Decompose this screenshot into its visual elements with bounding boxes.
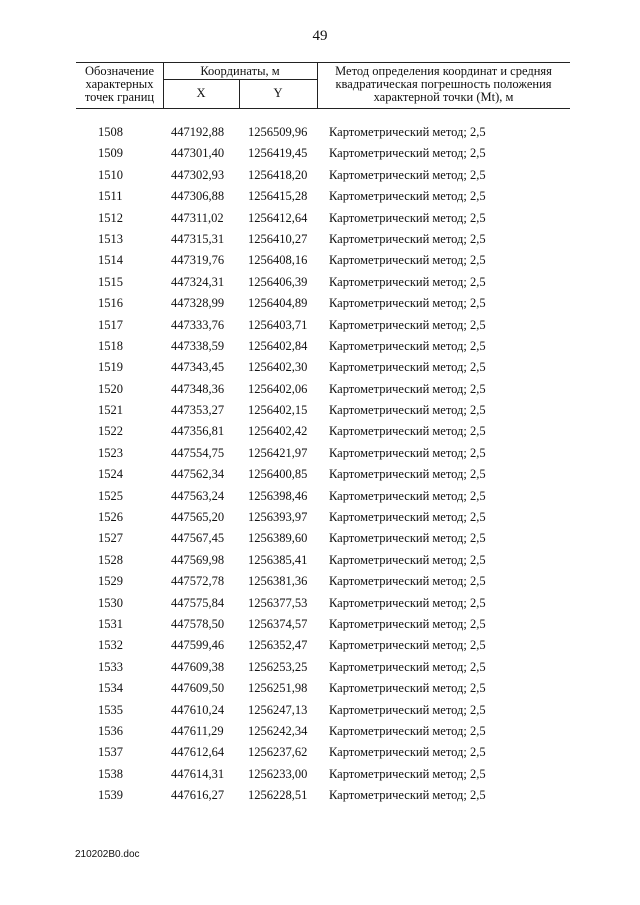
table-row (0, 250, 640, 271)
table-row (0, 635, 640, 656)
header-coords-label: Координаты, м (200, 64, 280, 78)
method-cell: Картометрический метод; 2,5 (329, 574, 486, 589)
x-coordinate-cell: 447578,50 (171, 616, 225, 631)
table-row (0, 186, 640, 207)
table-row (0, 379, 640, 400)
table-row (0, 785, 640, 806)
y-coordinate-cell: 1256233,00 (248, 766, 308, 781)
y-coordinate-cell: 1256404,89 (248, 296, 308, 311)
y-coordinate-cell: 1256421,97 (248, 445, 308, 460)
method-cell: Картометрический метод; 2,5 (329, 766, 486, 781)
table-row (0, 678, 640, 699)
x-coordinate-cell: 447616,27 (171, 788, 225, 803)
x-coordinate-cell: 447609,50 (171, 681, 225, 696)
table-row (0, 143, 640, 164)
method-cell: Картометрический метод; 2,5 (329, 638, 486, 653)
method-cell: Картометрический метод; 2,5 (329, 274, 486, 289)
method-cell: Картометрический метод; 2,5 (329, 510, 486, 525)
method-cell: Картометрический метод; 2,5 (329, 552, 486, 567)
point-id-cell: 1515 (98, 274, 123, 289)
table-row (0, 571, 640, 592)
header-point-line-2: характерных (85, 77, 154, 91)
y-coordinate-cell: 1256509,96 (248, 125, 308, 139)
point-id-cell: 1532 (98, 638, 123, 653)
table-row (0, 229, 640, 250)
x-coordinate-cell: 447609,38 (171, 659, 225, 674)
coordinates-table-body (0, 122, 640, 807)
point-id-cell: 1512 (98, 210, 123, 225)
y-coordinate-cell: 1256402,42 (248, 424, 308, 439)
method-cell: Картометрический метод; 2,5 (329, 681, 486, 696)
point-id-cell: 1520 (98, 381, 123, 396)
method-cell: Картометрический метод; 2,5 (329, 531, 486, 546)
method-cell: Картометрический метод; 2,5 (329, 659, 486, 674)
x-coordinate-cell: 447599,46 (171, 638, 225, 653)
table-row (0, 700, 640, 721)
y-coordinate-cell: 1256410,27 (248, 231, 308, 246)
y-coordinate-cell: 1256352,47 (248, 638, 308, 653)
point-id-cell: 1523 (98, 445, 123, 460)
table-row (0, 721, 640, 742)
table-row (0, 208, 640, 229)
table-row (0, 507, 640, 528)
y-coordinate-cell: 1256402,30 (248, 360, 308, 375)
method-cell: Картометрический метод; 2,5 (329, 360, 486, 375)
header-x-label: X (196, 86, 206, 100)
y-coordinate-cell: 1256242,34 (248, 723, 308, 738)
y-coordinate-cell: 1256247,13 (248, 702, 308, 717)
header-point-label (76, 65, 163, 104)
x-coordinate-cell: 447306,88 (171, 189, 225, 204)
x-coordinate-cell: 447338,59 (171, 338, 225, 353)
x-coordinate-cell: 447567,45 (171, 531, 225, 546)
point-id-cell: 1534 (98, 681, 123, 696)
header-point-line-3: точек границ (84, 90, 155, 104)
method-cell: Картометрический метод; 2,5 (329, 253, 486, 268)
method-cell: Картометрический метод; 2,5 (329, 788, 486, 803)
table-row (0, 443, 640, 464)
x-coordinate-cell: 447302,93 (171, 167, 225, 182)
table-row (0, 122, 640, 143)
point-id-cell: 1511 (98, 189, 123, 204)
point-id-cell: 1528 (98, 552, 123, 567)
y-coordinate-cell: 1256406,39 (248, 274, 308, 289)
table-row (0, 528, 640, 549)
y-coordinate-cell: 1256412,64 (248, 210, 308, 225)
y-coordinate-cell: 1256403,71 (248, 317, 308, 332)
method-cell: Картометрический метод; 2,5 (329, 381, 486, 396)
y-coordinate-cell: 1256393,97 (248, 510, 308, 525)
y-coordinate-cell: 1256418,20 (248, 167, 308, 182)
y-coordinate-cell: 1256415,28 (248, 189, 308, 204)
point-id-cell: 1522 (98, 424, 123, 439)
method-cell: Картометрический метод; 2,5 (329, 702, 486, 717)
y-coordinate-cell: 1256377,53 (248, 595, 308, 610)
table-header (76, 62, 570, 109)
table-row (0, 657, 640, 678)
table-row (0, 357, 640, 378)
table-row (0, 742, 640, 763)
method-cell: Картометрический метод; 2,5 (329, 338, 486, 353)
y-coordinate-cell: 1256419,45 (248, 146, 308, 161)
y-coordinate-cell: 1256408,16 (248, 253, 308, 268)
method-cell: Картометрический метод; 2,5 (329, 467, 486, 482)
point-id-cell: 1516 (98, 296, 123, 311)
page-number: 49 (312, 28, 328, 44)
header-top-rule (76, 62, 570, 63)
table-row (0, 486, 640, 507)
header-y-label: Y (273, 86, 283, 100)
x-coordinate-cell: 447611,29 (171, 723, 224, 738)
point-id-cell: 1513 (98, 231, 123, 246)
x-coordinate-cell: 447353,27 (171, 403, 225, 418)
point-id-cell: 1538 (98, 766, 123, 781)
x-coordinate-cell: 447348,36 (171, 381, 225, 396)
x-coordinate-cell: 447315,31 (171, 231, 225, 246)
header-method-line-2: квадратическая погрешность положения (335, 77, 552, 91)
y-coordinate-cell: 1256402,15 (248, 403, 308, 418)
table-row (0, 421, 640, 442)
point-id-cell: 1525 (98, 488, 123, 503)
point-id-cell: 1508 (98, 125, 123, 139)
method-cell: Картометрический метод; 2,5 (329, 445, 486, 460)
point-id-cell: 1510 (98, 167, 123, 182)
x-coordinate-cell: 447572,78 (171, 574, 225, 589)
x-coordinate-cell: 447328,99 (171, 296, 225, 311)
x-coordinate-cell: 447319,76 (171, 253, 225, 268)
point-id-cell: 1536 (98, 723, 123, 738)
table-row (0, 764, 640, 785)
point-id-cell: 1533 (98, 659, 123, 674)
method-cell: Картометрический метод; 2,5 (329, 616, 486, 631)
point-id-cell: 1529 (98, 574, 123, 589)
x-coordinate-cell: 447614,31 (171, 766, 225, 781)
x-coordinate-cell: 447324,31 (171, 274, 225, 289)
y-coordinate-cell: 1256389,60 (248, 531, 308, 546)
table-row (0, 464, 640, 485)
method-cell: Картометрический метод; 2,5 (329, 167, 486, 182)
header-bottom-rule (76, 108, 570, 109)
point-id-cell: 1521 (98, 403, 123, 418)
header-method-line-1: Метод определения координат и средняя (335, 64, 552, 78)
point-id-cell: 1535 (98, 702, 123, 717)
x-coordinate-cell: 447610,24 (171, 702, 225, 717)
point-id-cell: 1527 (98, 531, 123, 546)
x-coordinate-cell: 447333,76 (171, 317, 225, 332)
method-cell: Картометрический метод; 2,5 (329, 424, 486, 439)
coords-divider-rule (163, 79, 317, 80)
method-cell: Картометрический метод; 2,5 (329, 595, 486, 610)
x-coordinate-cell: 447569,98 (171, 552, 225, 567)
y-coordinate-cell: 1256402,84 (248, 338, 308, 353)
header-method-label (317, 65, 570, 104)
method-cell: Картометрический метод; 2,5 (329, 745, 486, 760)
point-id-cell: 1530 (98, 595, 123, 610)
point-id-cell: 1509 (98, 146, 123, 161)
x-coordinate-cell: 447563,24 (171, 488, 225, 503)
table-row (0, 165, 640, 186)
x-coordinate-cell: 447301,40 (171, 146, 225, 161)
file-name-footer: 210202B0.doc (75, 849, 140, 860)
method-cell: Картометрический метод; 2,5 (329, 231, 486, 246)
table-row (0, 593, 640, 614)
x-coordinate-cell: 447356,81 (171, 424, 225, 439)
point-id-cell: 1517 (98, 317, 123, 332)
x-coordinate-cell: 447554,75 (171, 445, 225, 460)
method-cell: Картометрический метод; 2,5 (329, 296, 486, 311)
table-row (0, 293, 640, 314)
table-row (0, 336, 640, 357)
point-id-cell: 1537 (98, 745, 123, 760)
x-coordinate-cell: 447311,02 (171, 210, 224, 225)
point-id-cell: 1519 (98, 360, 123, 375)
y-coordinate-cell: 1256374,57 (248, 616, 308, 631)
y-coordinate-cell: 1256385,41 (248, 552, 308, 567)
header-point-line-1: Обозначение (84, 64, 155, 78)
point-id-cell: 1518 (98, 338, 123, 353)
x-coordinate-cell: 447575,84 (171, 595, 225, 610)
table-row (0, 315, 640, 336)
x-coordinate-cell: 447612,64 (171, 745, 225, 760)
table-row (0, 272, 640, 293)
method-cell: Картометрический метод; 2,5 (329, 488, 486, 503)
method-cell: Картометрический метод; 2,5 (329, 403, 486, 418)
y-coordinate-cell: 1256398,46 (248, 488, 308, 503)
method-cell: Картометрический метод; 2,5 (329, 317, 486, 332)
point-id-cell: 1531 (98, 616, 123, 631)
x-coordinate-cell: 447192,88 (171, 125, 225, 139)
x-coordinate-cell: 447343,45 (171, 360, 225, 375)
table-row (0, 400, 640, 421)
y-coordinate-cell: 1256237,62 (248, 745, 308, 760)
y-coordinate-cell: 1256251,98 (248, 681, 308, 696)
y-coordinate-cell: 1256381,36 (248, 574, 308, 589)
y-coordinate-cell: 1256228,51 (248, 788, 308, 803)
method-cell: Картометрический метод; 2,5 (329, 723, 486, 738)
y-coordinate-cell: 1256253,25 (248, 659, 308, 674)
method-cell: Картометрический метод; 2,5 (329, 146, 486, 161)
point-id-cell: 1524 (98, 467, 123, 482)
x-coordinate-cell: 447565,20 (171, 510, 225, 525)
method-cell: Картометрический метод; 2,5 (329, 210, 486, 225)
point-id-cell: 1526 (98, 510, 123, 525)
point-id-cell: 1514 (98, 253, 123, 268)
x-coordinate-cell: 447562,34 (171, 467, 225, 482)
y-coordinate-cell: 1256402,06 (248, 381, 308, 396)
method-cell: Картометрический метод; 2,5 (329, 125, 486, 139)
header-method-line-3: характерной точки (Mt), м (373, 90, 514, 104)
y-coordinate-cell: 1256400,85 (248, 467, 308, 482)
table-row (0, 550, 640, 571)
point-id-cell: 1539 (98, 788, 123, 803)
table-row (0, 614, 640, 635)
method-cell: Картометрический метод; 2,5 (329, 189, 486, 204)
